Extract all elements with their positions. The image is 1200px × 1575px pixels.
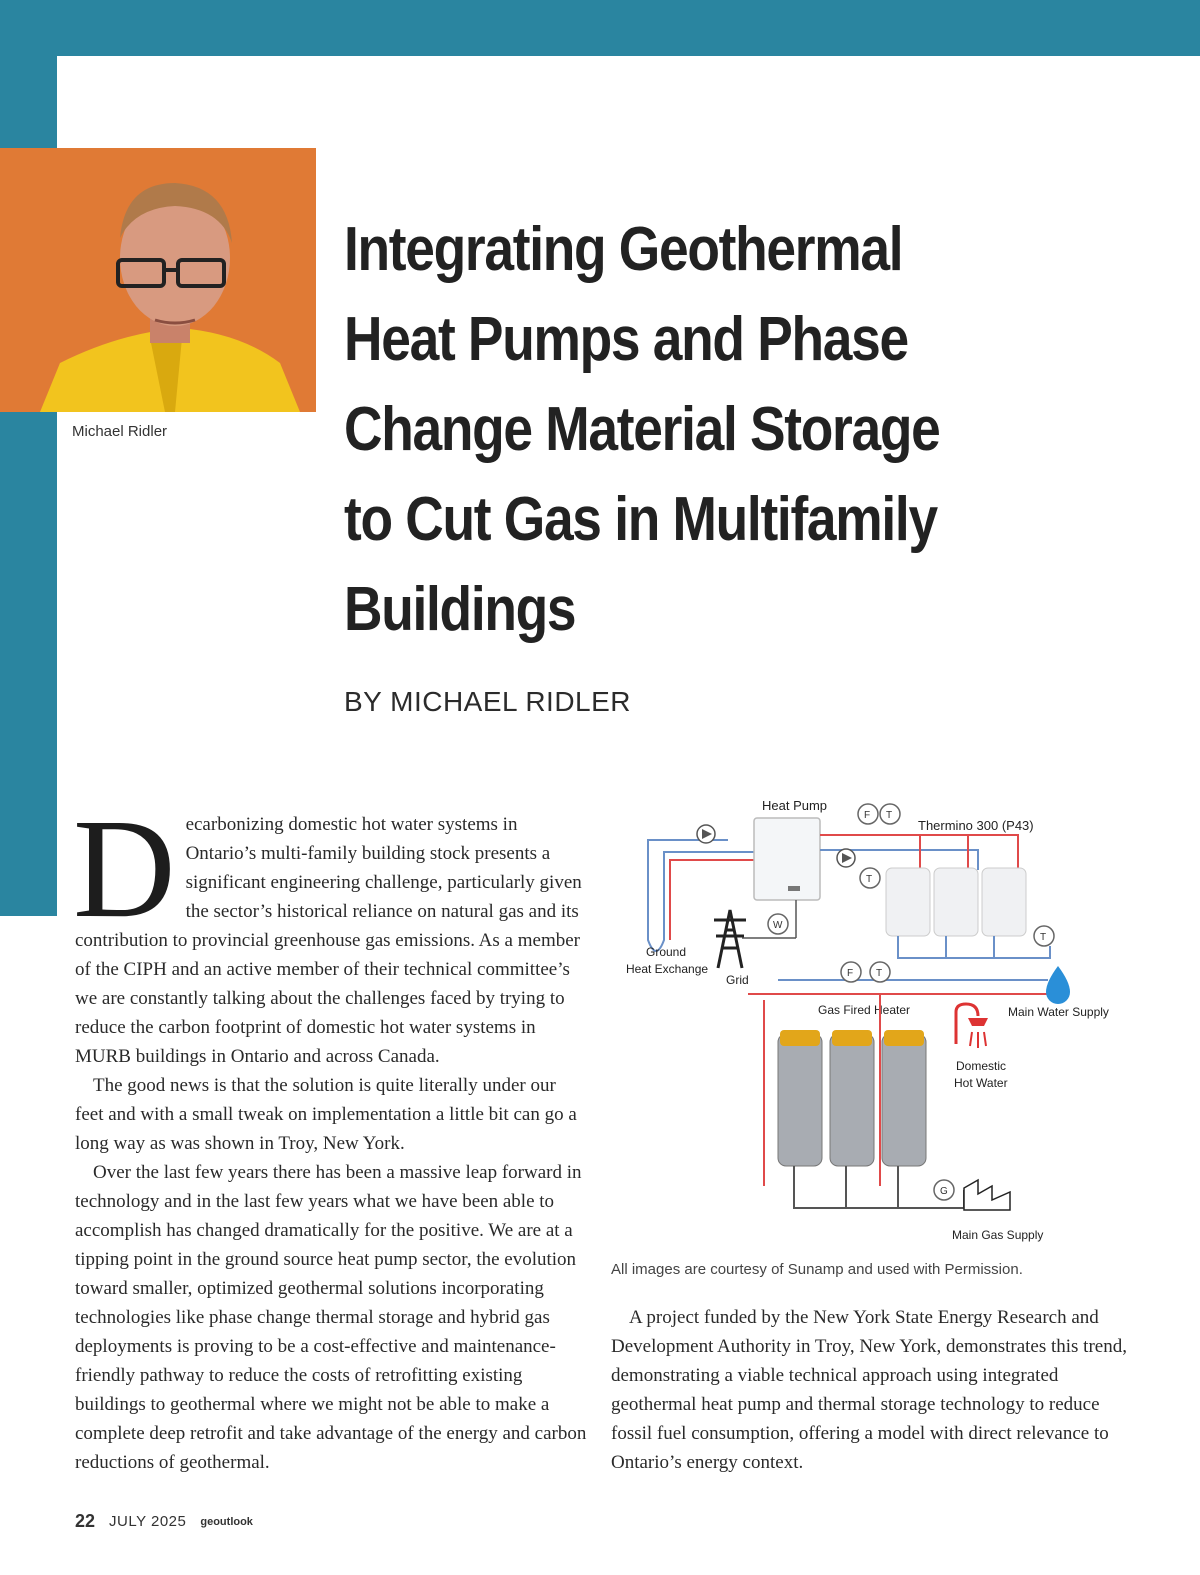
drop-cap: D xyxy=(73,789,176,947)
page-footer xyxy=(75,1511,253,1532)
gauge-label-t-low: T xyxy=(876,968,883,979)
article-column-right xyxy=(611,1303,1131,1477)
label-ground-1: Ground xyxy=(646,945,687,959)
author-photo xyxy=(0,148,316,412)
article-byline: BY MICHAEL RIDLER xyxy=(344,686,632,717)
gas-heater-3 xyxy=(882,1034,926,1166)
author-portrait-illustration xyxy=(0,148,316,412)
shower-head-icon xyxy=(968,1018,988,1026)
gauge-label-t-right: T xyxy=(1040,932,1047,943)
gauge-label-w: W xyxy=(773,920,783,931)
page-number: 22 xyxy=(75,1511,96,1531)
pipe-thermino-drops xyxy=(920,835,968,870)
thermino-unit-1 xyxy=(886,868,930,936)
label-main-water: Main Water Supply xyxy=(1008,1005,1109,1019)
gas-heater-3-top xyxy=(884,1030,924,1046)
label-gas-heater: Gas Fired Heater xyxy=(818,1003,911,1017)
paragraph-2: The good news is that the solution is quite literally under our feet and with a small tweak on implementation a little bit can go a long way as was shown in Troy, New York. xyxy=(75,1075,577,1154)
gauge-label-t-top: T xyxy=(886,810,893,821)
ground-loop-pipe-blue xyxy=(648,840,758,951)
label-ground-2: Heat Exchange xyxy=(626,962,709,976)
heat-pump-vent xyxy=(788,886,800,891)
thermino-unit-3 xyxy=(982,868,1026,936)
article-column-left xyxy=(73,789,587,1477)
label-dhw-2: Hot Water xyxy=(954,1076,1008,1090)
system-diagram xyxy=(618,790,1118,1250)
label-main-gas: Main Gas Supply xyxy=(952,1228,1044,1242)
factory-icon xyxy=(964,1180,1010,1210)
water-drop-icon xyxy=(1046,966,1070,1004)
pipe-thermino-return xyxy=(898,936,1050,958)
gauge-label-f-low: F xyxy=(847,968,854,979)
label-grid: Grid xyxy=(726,973,749,987)
article-headline: Integrating Geothermal Heat Pumps and Phase Change Material Storage to Cut Gas in Multifamily Buildings xyxy=(344,215,940,644)
issue-date: JULY 2025 xyxy=(109,1513,187,1530)
thermino-unit-2 xyxy=(934,868,978,936)
gas-heater-1-top xyxy=(780,1030,820,1046)
photo-caption: Michael Ridler xyxy=(72,423,168,440)
shower-spray xyxy=(970,1032,986,1048)
label-dhw-1: Domestic xyxy=(956,1059,1007,1073)
gas-heater-1 xyxy=(778,1034,822,1166)
gauge-label-t-mid: T xyxy=(866,874,873,885)
gauge-label-f-top: F xyxy=(864,810,871,821)
paragraph-intro xyxy=(73,789,587,1071)
top-accent-bar xyxy=(0,0,1200,56)
gauge-label-g: G xyxy=(940,1186,948,1197)
label-thermino: Thermino 300 (P43) xyxy=(918,818,1034,833)
pipe-thermino-return-drops xyxy=(946,936,994,958)
label-heat-pump: Heat Pump xyxy=(762,798,828,813)
pipe-hot-supply xyxy=(748,970,1060,994)
gas-heater-2 xyxy=(830,1034,874,1166)
power-grid-icon xyxy=(714,910,746,968)
paragraph-4: A project funded by the New York State Energy Research and Development Authority in Troy, New York, demonstrates this trend, demonstrating a viable technical approach using integrated geothermal heat pump and thermal storage technology to reduce fossil fuel consumption, offering a model with direct relevance to Ontario’s energy context. xyxy=(611,1307,1127,1473)
paragraph-3: Over the last few years there has been a massive leap forward in technology and in the last few years what we have been able to accomplish has changed dramatically for the positive. We are at a tipping point in the ground source heat pump sector, the evolution toward smaller, optimized geothermal solutions incorporating technologies like phase change thermal storage and hybrid gas deployments is proving to be a cost-effective and maintenance-friendly pathway to reduce the costs of retrofitting existing buildings to geothermal where we might not be able to make a complete deep retrofit and take advantage of the energy and carbon reductions of geothermal. xyxy=(75,1162,587,1473)
paragraph-intro-text: ecarbonizing domestic hot water systems in Ontario’s multi-family building stock presents a significant engineering challenge, particularly given the sector’s historical reliance on natural gas and its contribution to provincial greenhouse gas emissions. As a member of the CIPH and an active member of their technical committee’s we are constantly talking about the challenges faced by trying to reduce the carbon footprint of domestic hot water systems in MURB buildings in Ontario and across Canada. xyxy=(75,814,582,1067)
magazine-logo: geoutlook xyxy=(200,1515,253,1528)
heat-pump-unit xyxy=(754,818,820,900)
gas-heater-2-top xyxy=(832,1030,872,1046)
ground-loop-pipe-red xyxy=(670,860,758,940)
figure-caption: All images are courtesy of Sunamp and used with Permission. xyxy=(611,1261,1023,1278)
